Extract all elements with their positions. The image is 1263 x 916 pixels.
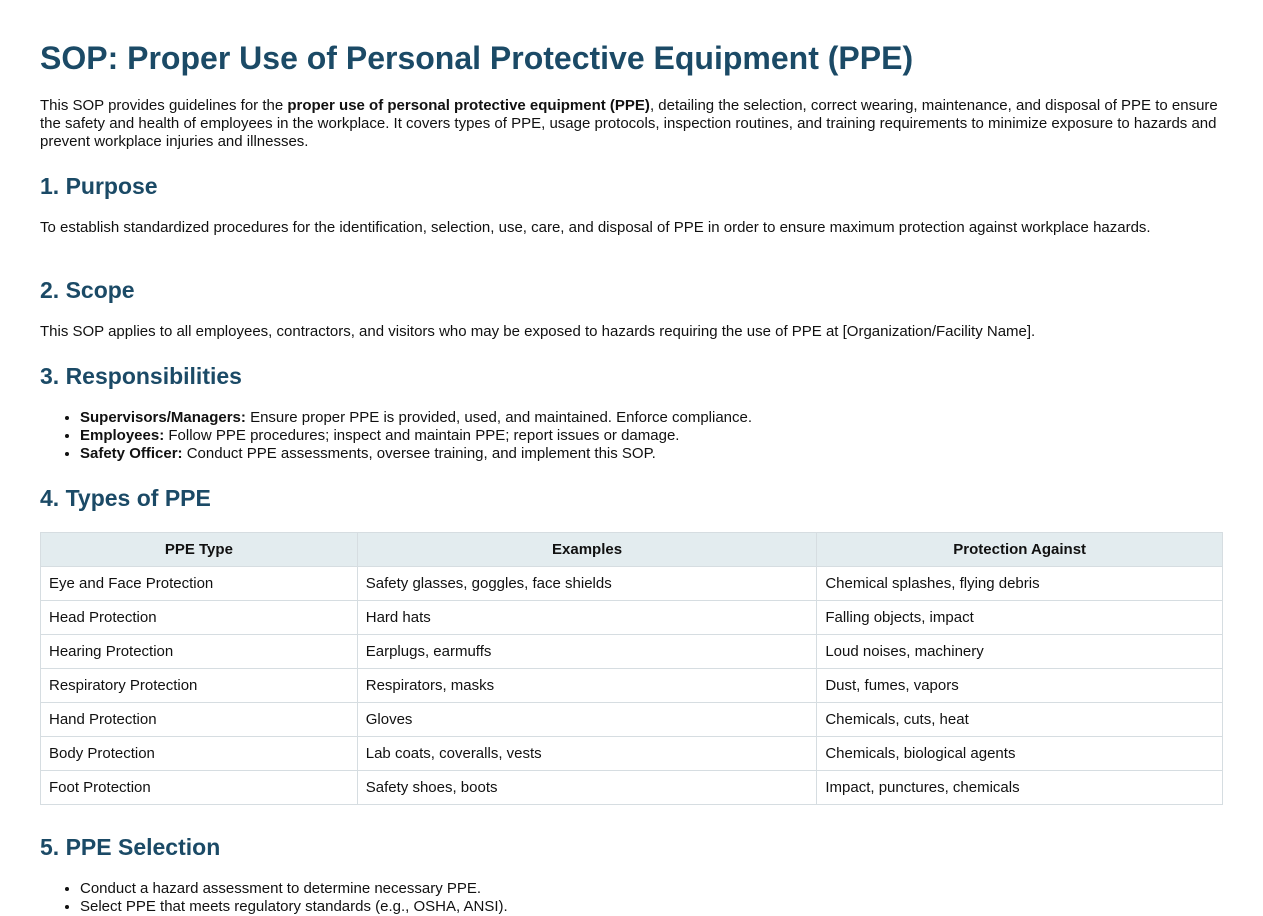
role-description: Ensure proper PPE is provided, used, and maintained. Enforce compliance.: [245, 409, 753, 426]
purpose-heading: 1. Purpose: [40, 173, 158, 199]
table-row: [41, 601, 1223, 635]
table-cell: Loud noises, machinery: [817, 635, 1223, 669]
table-cell: Respiratory Protection: [41, 669, 358, 703]
table-row: [41, 635, 1223, 669]
table-cell: Hearing Protection: [41, 635, 358, 669]
list-item: • Conduct a hazard assessment to determine necessary PPE.: [80, 880, 508, 898]
page-title: SOP: Proper Use of Personal Protective Equipment (PPE): [40, 40, 914, 76]
scope-text: This SOP applies to all employees, contractors, and visitors who may be exposed to hazards requiring the use of PPE at [Organization/Facility Name].: [40, 323, 1036, 340]
intro-paragraph: [40, 97, 1223, 151]
table-cell: Gloves: [357, 703, 817, 737]
table-cell: Earplugs, earmuffs: [357, 635, 817, 669]
table-cell: Dust, fumes, vapors: [817, 669, 1223, 703]
purpose-text: To establish standardized procedures for the identification, selection, use, care, and disposal of PPE in order to ensure maximum protection against workplace hazards.: [40, 219, 1151, 236]
list-item: • Select PPE that meets regulatory standards (e.g., OSHA, ANSI).: [80, 898, 508, 916]
responsibilities-list: [40, 409, 752, 463]
table-cell: Hard hats: [357, 601, 817, 635]
selection-heading: 5. PPE Selection: [40, 834, 221, 860]
list-item: [80, 445, 752, 463]
table-cell: Head Protection: [41, 601, 358, 635]
role-description: Conduct PPE assessments, oversee training, and implement this SOP.: [182, 445, 656, 462]
table-header-row: [41, 533, 1223, 567]
role-label: Supervisors/Managers:: [80, 409, 246, 426]
intro-text-after: , detailing the selection, correct wearing, maintenance, and disposal of PPE to ensure the safety and health of employees in the workplace. It covers types of PPE, usage protocols, inspection routines, and training requirements to minimize exposure to hazards and prevent workplace injuries and illnesses.: [40, 97, 1218, 150]
table-cell: Chemicals, cuts, heat: [817, 703, 1223, 737]
column-header: PPE Type: [41, 533, 358, 567]
table-cell: Lab coats, coveralls, vests: [357, 737, 817, 771]
selection-list: [40, 880, 508, 916]
table-cell: Falling objects, impact: [817, 601, 1223, 635]
intro-text-before: This SOP provides guidelines for the: [40, 97, 288, 114]
table-row: [41, 737, 1223, 771]
column-header: Protection Against: [817, 533, 1223, 567]
table-cell: Body Protection: [41, 737, 358, 771]
table-cell: Chemicals, biological agents: [817, 737, 1223, 771]
list-item: [80, 427, 752, 445]
scope-heading: 2. Scope: [40, 277, 135, 303]
table-row: [41, 669, 1223, 703]
table-cell: Foot Protection: [41, 771, 358, 805]
table-cell: Safety shoes, boots: [357, 771, 817, 805]
role-description: Follow PPE procedures; inspect and maintain PPE; report issues or damage.: [164, 427, 680, 444]
column-header: Examples: [357, 533, 817, 567]
list-item: [80, 409, 752, 427]
table-cell: Respirators, masks: [357, 669, 817, 703]
table-cell: Hand Protection: [41, 703, 358, 737]
role-label: Employees:: [80, 427, 165, 444]
table-row: [41, 567, 1223, 601]
intro-text-bold: proper use of personal protective equipment (PPE): [287, 97, 650, 114]
table-cell: Safety glasses, goggles, face shields: [357, 567, 817, 601]
responsibilities-heading: 3. Responsibilities: [40, 363, 242, 389]
table-cell: Chemical splashes, flying debris: [817, 567, 1223, 601]
role-label: Safety Officer:: [80, 445, 183, 462]
types-heading: 4. Types of PPE: [40, 485, 211, 511]
table-cell: Impact, punctures, chemicals: [817, 771, 1223, 805]
ppe-types-table: [40, 532, 1223, 805]
table-cell: Eye and Face Protection: [41, 567, 358, 601]
table-row: [41, 771, 1223, 805]
table-row: [41, 703, 1223, 737]
